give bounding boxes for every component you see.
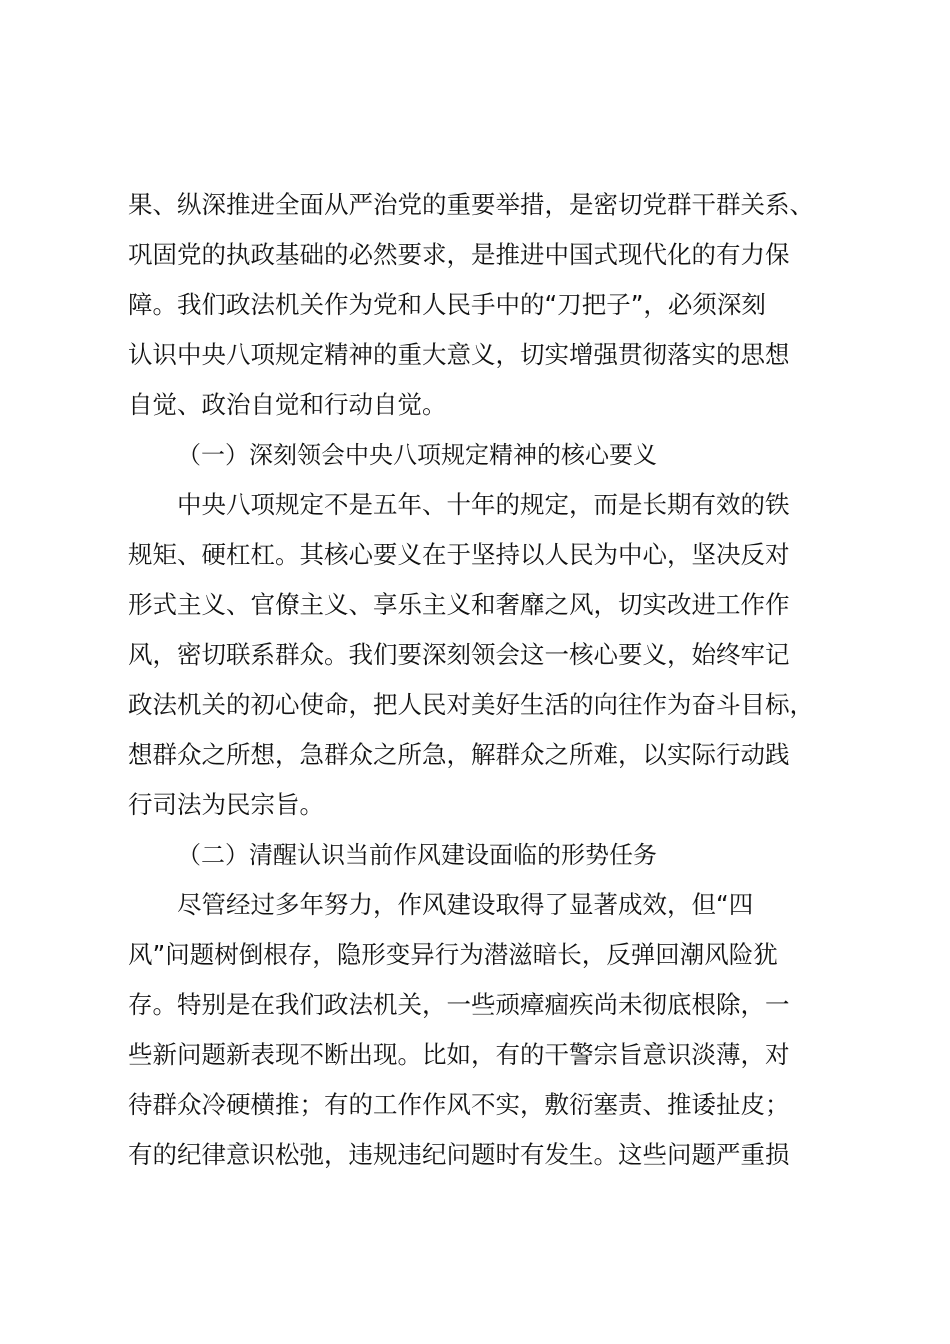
text-line: 行司法为民宗旨。 (128, 790, 324, 819)
text-line: 待群众冷硬横推；有的工作作风不实，敷衍塞责、推诿扯皮； (128, 1090, 790, 1119)
text-line: 风”问题树倒根存，隐形变异行为潜滋暗长，反弹回潮风险犹 (128, 940, 778, 969)
section-heading-2: （二）清醒认识当前作风建设面临的形势任务 (177, 841, 657, 869)
text-line: 障。我们政法机关作为党和人民手中的“刀把子”，必须深刻 (128, 290, 766, 319)
text-line: 风，密切联系群众。我们要深刻领会这一核心要义，始终牢记 (128, 640, 790, 669)
document-page (128, 180, 858, 1180)
text-line: 规矩、硬杠杠。其核心要义在于坚持以人民为中心，坚决反对 (128, 540, 790, 569)
text-line: 形式主义、官僚主义、享乐主义和奢靡之风，切实改进工作作 (128, 590, 790, 619)
section-2-paragraph (128, 880, 858, 1180)
text-line: 尽管经过多年努力，作风建设取得了显著成效，但“四 (177, 890, 754, 919)
text-line: 果、纵深推进全面从严治党的重要举措，是密切党群干群关系、 (128, 190, 814, 219)
section-heading-1: （一）深刻领会中央八项规定精神的核心要义 (177, 441, 657, 469)
text-line: 存。特别是在我们政法机关，一些顽瘴痼疾尚未彻底根除，一 (128, 990, 790, 1019)
section-1-paragraph (128, 480, 858, 830)
text-line: 有的纪律意识松弛，违规违纪问题时有发生。这些问题严重损 (128, 1140, 790, 1169)
text-line: 中央八项规定不是五年、十年的规定，而是长期有效的铁 (177, 490, 790, 519)
text-line: 自觉、政治自觉和行动自觉。 (128, 390, 447, 419)
intro-paragraph (128, 180, 858, 430)
text-line: 认识中央八项规定精神的重大意义，切实增强贯彻落实的思想 (128, 340, 790, 369)
text-line: 巩固党的执政基础的必然要求，是推进中国式现代化的有力保 (128, 240, 790, 269)
text-line: 政法机关的初心使命，把人民对美好生活的向往作为奋斗目标， (128, 690, 814, 719)
text-line: 想群众之所想，急群众之所急，解群众之所难，以实际行动践 (128, 740, 790, 769)
text-line: 些新问题新表现不断出现。比如，有的干警宗旨意识淡薄，对 (128, 1040, 790, 1069)
